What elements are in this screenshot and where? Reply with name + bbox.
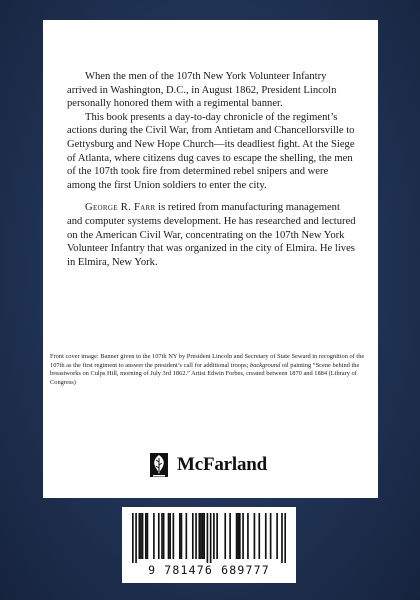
barcode-bar — [237, 513, 239, 559]
barcode-bar — [168, 513, 170, 559]
author-name: George R. Farr — [85, 202, 156, 214]
barcode-bar — [185, 513, 187, 559]
barcode-bar — [239, 513, 241, 559]
barcode-bar — [132, 513, 134, 563]
barcode-bar — [179, 513, 181, 559]
barcode-bar — [281, 513, 283, 563]
barcode-bar — [254, 513, 256, 559]
barcode-bar — [270, 513, 272, 559]
barcode-bar — [210, 513, 212, 563]
author-bio — [67, 201, 357, 269]
barcode-bar — [147, 513, 149, 559]
credits-background-label: background — [250, 361, 281, 369]
isbn-number: 9 781476 689777 — [148, 563, 270, 577]
barcode-bar — [247, 513, 249, 559]
blurb — [67, 70, 357, 269]
barcode-bar — [229, 513, 231, 559]
barcode-bar — [153, 513, 155, 559]
publisher-name: McFarland — [177, 454, 268, 475]
barcode-bar — [142, 513, 144, 559]
barcode-bar — [213, 513, 215, 559]
barcode-bar — [202, 513, 204, 559]
barcode-bar — [161, 513, 163, 559]
blurb-paragraph-1: When the men of the 107th New York Volunteer Infantry arrived in Washington, D.C., in August 1862, President Lincoln personally honored them with a regimental banner. — [67, 71, 337, 110]
credits-text-2: oil painting “Scene behind the breastworks on Culps Hill, morning of July 3rd 1862.” Artist Edwin Forbes, created between 1870 and 1884 (Library of Congress) — [50, 361, 360, 386]
mcfarland-leaf-icon — [149, 450, 171, 480]
barcode-bar — [138, 513, 140, 559]
barcode-bar — [192, 513, 194, 559]
barcode-bar — [169, 513, 171, 559]
barcode-bar — [242, 513, 244, 559]
barcode-bars — [132, 513, 286, 563]
barcode-bar — [158, 513, 160, 559]
barcode-bar — [145, 513, 147, 559]
barcode-bar — [195, 513, 197, 559]
publisher-logo — [149, 448, 267, 482]
isbn-barcode — [122, 507, 296, 583]
text-panel — [43, 20, 378, 498]
barcode-bar — [284, 513, 286, 563]
barcode-bar — [181, 513, 183, 559]
barcode-bar — [198, 513, 200, 559]
barcode-bar — [276, 513, 278, 559]
barcode-bar — [216, 513, 218, 559]
barcode-bar — [163, 513, 165, 559]
barcode-bar — [135, 513, 137, 563]
barcode-bar — [236, 513, 238, 559]
cover-image-credits — [50, 353, 368, 387]
barcode-bar — [173, 513, 175, 559]
credits-text-1: Front cover image: Banner given to the 107th NY by President Lincoln and Secretary of State Seward in recognition of the 107th as the first regiment to answer the president’s call for additional troops; — [50, 353, 365, 369]
blurb-paragraph-2: This book presents a day-to-day chronicle of the regiment’s actions during the Civil War, from Antietam and Chancellorsville to Gettysburg and New Hope Church—its deadliest fight. At the Siege of Atlanta, where citizens dug caves to escape the shelling, the men of the 107th took fire from determined rebel snipers and were among the first Union soldiers to enter the city. — [67, 111, 355, 191]
barcode-bar — [207, 513, 209, 563]
barcode-bar — [258, 513, 260, 559]
barcode-bar — [140, 513, 142, 559]
barcode-bar — [203, 513, 205, 559]
barcode-bar — [265, 513, 267, 559]
author-bio-text: is retired from manufacturing management and computer systems development. He has researched and lectured on the American Civil War, concentrating on the 107th New York Volunteer Infantry that was organized in the city of Elmira. He lives in Elmira, New York. — [67, 202, 356, 268]
barcode-bar — [200, 513, 202, 559]
barcode-bar — [224, 513, 226, 559]
